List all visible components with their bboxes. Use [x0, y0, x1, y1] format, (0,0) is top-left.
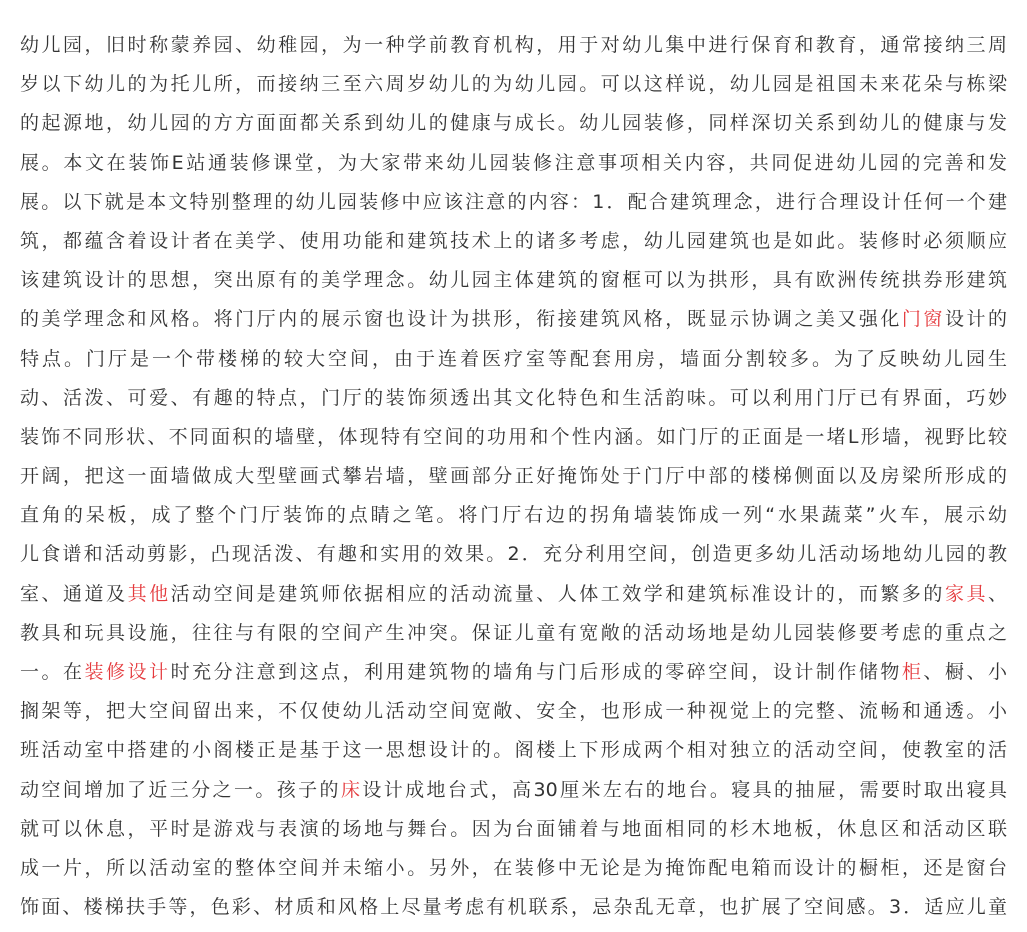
text-segment: 筑，都蕴含着设计者在美学、使用功能和建筑技术上的诸多考虑，幼儿园建筑也是如此。装修时必须顺应 [20, 229, 1007, 252]
text-segment: 动、活泼、可爱、有趣的特点，门厅的装饰须透出其文化特色和生活韵味。可以利用门厅已有界面，巧妙 [20, 386, 1007, 409]
text-line [20, 810, 1007, 849]
text-line [20, 888, 1007, 927]
text-segment: 设计的 [944, 308, 1007, 331]
keyword-link[interactable]: 其他 [127, 582, 171, 605]
text-line [20, 261, 1007, 300]
keyword-link[interactable]: 家具 [944, 582, 988, 605]
text-segment: 动空间增加了近三分之一。孩子的 [20, 778, 341, 801]
text-line [20, 849, 1007, 888]
text-segment: 活动空间是建筑师依据相应的活动流量、人体工效学和建筑标准设计的，而繁多的 [170, 582, 945, 605]
text-segment: 直角的呆板，成了整个门厅装饰的点睛之笔。将门厅右边的拐角墙装饰成一列“水果蔬菜”火车，展示幼 [20, 504, 1007, 527]
text-line [20, 340, 1007, 379]
text-line [20, 457, 1007, 496]
keyword-link[interactable]: 柜 [901, 661, 924, 683]
text-line [20, 731, 1007, 770]
text-line [20, 535, 1007, 574]
text-line [20, 496, 1007, 535]
text-segment: 饰面、楼梯扶手等，色彩、材质和风格上尽量考虑有机联系，忌杂乱无章，也扩展了空间感。3．适应儿童 [20, 896, 1007, 919]
text-segment: 、橱、小 [923, 661, 1007, 683]
text-line [20, 104, 1007, 143]
text-line [20, 379, 1007, 418]
text-segment: 装饰不同形状、不同面积的墙壁，体现特有空间的功用和个性内涵。如门厅的正面是一堵L形墙，视野比较 [20, 425, 1007, 448]
text-line [20, 614, 1007, 653]
text-segment: 的美学理念和风格。将门厅内的展示窗也设计为拱形，衔接建筑风格，既显示协调之美又强化 [20, 308, 902, 331]
keyword-link[interactable]: 床 [340, 778, 363, 801]
text-segment: 就可以休息，平时是游戏与表演的场地与舞台。因为台面铺着与地面相同的杉木地板，休息区和活动区联 [20, 817, 1007, 840]
text-segment: 幼儿园，旧时称蒙养园、幼稚园，为一种学前教育机构，用于对幼儿集中进行保育和教育，通常接纳三周 [20, 34, 1007, 56]
text-segment: 开阔，把这一面墙做成大型壁画式攀岩墙，壁画部分正好掩饰处于门厅中部的楼梯侧面以及房梁所形成的 [20, 465, 1007, 488]
text-segment: 岁以下幼儿的为托儿所，而接纳三至六周岁幼儿的为幼儿园。可以这样说，幼儿园是祖国未来花朵与栋梁 [20, 73, 1007, 96]
text-segment: 教具和玩具设施，往往与有限的空间产生冲突。保证儿童有宽敞的活动场地是幼儿园装修要考虑的重点之 [20, 621, 1007, 644]
text-line [20, 26, 1007, 65]
text-line [20, 771, 1007, 810]
text-segment: 特点。门厅是一个带楼梯的较大空间，由于连着医疗室等配套用房，墙面分割较多。为了反映幼儿园生 [20, 347, 1007, 370]
text-segment: 儿食谱和活动剪影，凸现活泼、有趣和实用的效果。2．充分利用空间，创造更多幼儿活动场地幼儿园的教 [20, 543, 1007, 566]
text-segment: 的起源地，幼儿园的方方面面都关系到幼儿的健康与成长。幼儿园装修，同样深切关系到幼儿的健康与发 [20, 112, 1007, 135]
text-segment: 展。以下就是本文特别整理的幼儿园装修中应该注意的内容：1．配合建筑理念，进行合理设计任何一个建 [20, 190, 1007, 213]
text-segment: 时充分注意到这点，利用建筑物的墙角与门后形成的零碎空间，设计制作储物 [170, 661, 902, 683]
text-line [20, 65, 1007, 104]
text-segment: 成一片，所以活动室的整体空间并未缩小。另外，在装修中无论是为掩饰配电箱而设计的橱柜，还是窗台 [20, 856, 1007, 879]
keyword-link[interactable]: 装修设计 [84, 661, 171, 683]
text-line [20, 575, 1007, 614]
text-segment: 搁架等，把大空间留出来，不仅使幼儿活动空间宽敞、安全，也形成一种视觉上的完整、流畅和通透。小 [20, 700, 1007, 723]
text-segment: 设计成地台式，高30厘米左右的地台。寝具的抽屉，需要时取出寝具 [362, 778, 1007, 801]
text-segment: 室、通道及 [20, 582, 128, 605]
text-segment: 一。在 [20, 661, 85, 683]
text-line [20, 653, 1007, 692]
text-segment: 班活动室中搭建的小阁楼正是基于这一思想设计的。阁楼上下形成两个相对独立的活动空间，使教室的活 [20, 739, 1007, 762]
text-line [20, 692, 1007, 731]
text-segment: 该建筑设计的思想，突出原有的美学理念。幼儿园主体建筑的窗框可以为拱形，具有欧洲传统拱券形建筑 [20, 269, 1007, 292]
text-segment: 展。本文在装饰E站通装修课堂，为大家带来幼儿园装修注意事项相关内容，共同促进幼儿园的完善和发 [20, 151, 1007, 174]
text-line [20, 144, 1007, 183]
text-line [20, 300, 1007, 339]
text-line [20, 222, 1007, 261]
text-line [20, 418, 1007, 457]
text-segment: 、 [987, 582, 1007, 605]
text-line [20, 183, 1007, 222]
keyword-link[interactable]: 门窗 [901, 308, 945, 331]
